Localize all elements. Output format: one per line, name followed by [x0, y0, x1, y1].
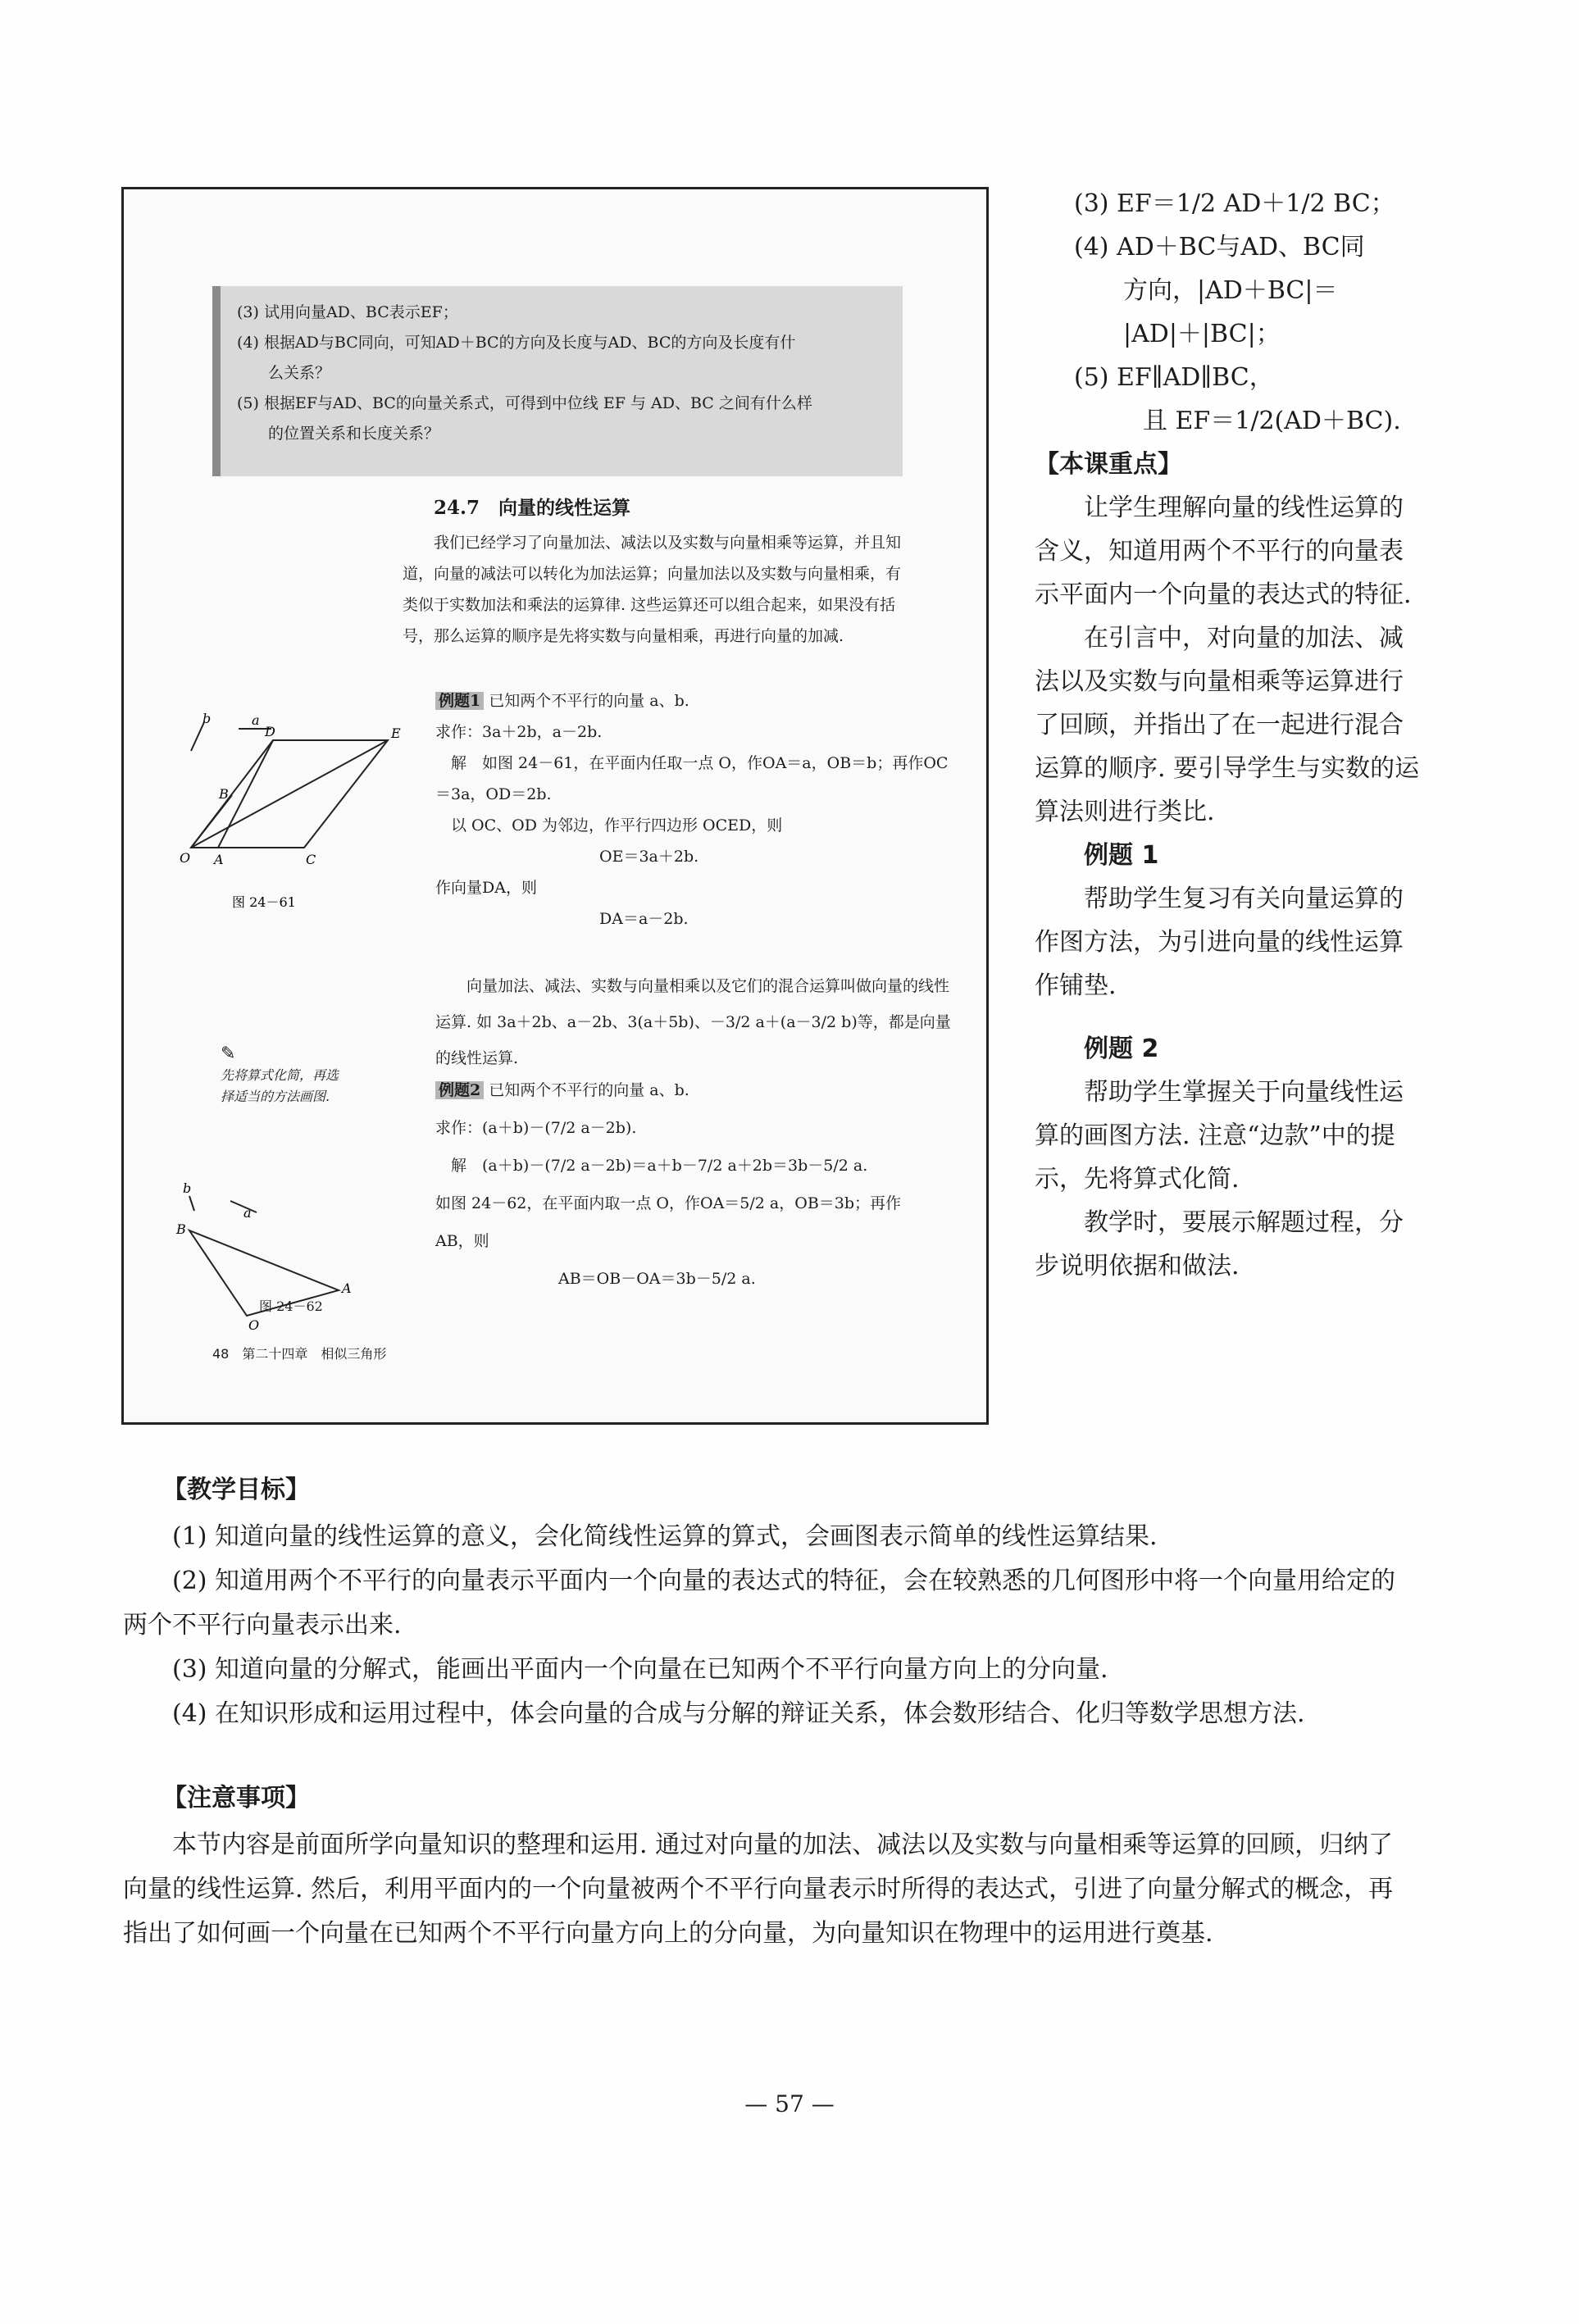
example2-task: 求作：(a＋b)－(7/2 a－2b). — [435, 1119, 637, 1137]
section-title: 24.7 向量的线性运算 — [434, 497, 631, 519]
margin-tip — [221, 1044, 344, 1107]
review-q4a: (4) 根据AD与BC同向，可知AD＋BC的方向及长度与AD、BC的方向及长度有什 — [237, 334, 796, 352]
answer-4c: |AD|＋|BC|； — [1123, 320, 1281, 348]
margin-tip-text: 先将算式化简，再选择适当的方法画图. — [221, 1067, 339, 1104]
answer-3: (3) EF＝1/2 AD＋1/2 BC； — [1074, 189, 1395, 218]
key-points-title: 【本课重点】 — [1035, 450, 1182, 479]
goal-4: (4) 在知识形成和运用过程中，体会向量的合成与分解的辩证关系，体会数形结合、化归等数学思想方法. — [172, 1699, 1305, 1728]
example1-eq2: DA＝a－2b. — [599, 910, 689, 928]
fig2-label-a: a — [243, 1205, 252, 1221]
bottom-notes — [123, 1466, 1407, 1956]
example1-tag: 例题1 — [435, 692, 484, 710]
goal-3: (3) 知道向量的分解式，能画出平面内一个向量在已知两个不平行向量方向上的分向量. — [172, 1655, 1108, 1684]
fig2-label-A: A — [342, 1280, 352, 1296]
fig1-label-O: O — [180, 850, 191, 866]
example2-block — [435, 1071, 960, 1298]
vector-b-given — [191, 722, 204, 751]
note-example1-title: 例题 1 — [1084, 841, 1159, 870]
fig1-label-B: B — [219, 786, 229, 802]
intro-paragraph: 我们已经学习了向量加法、减法以及实数与向量相乘等运算，并且知道，向量的减法可以转化为加法运算；向量加法以及实数与向量相乘，有类似于实数加法和乘法的运算律. 这些运算还可以组合起来，如果没有括号，那么运算的顺序是先将实数与向量相乘，再进行向量的加减. — [403, 534, 902, 645]
answer-5a: (5) EF∥AD∥BC， — [1074, 363, 1274, 392]
review-q3: (3) 试用向量AD、BC表示EF； — [237, 303, 458, 321]
review-q5a: (5) 根据EF与AD、BC的向量关系式，可得到中位线 EF 与 AD、BC 之间有什么样 — [237, 394, 812, 412]
note-example2-title: 例题 2 — [1084, 1035, 1159, 1063]
scan-page-footer: 48 第二十四章 相似三角形 — [212, 1346, 387, 1362]
fig2-caption: 图 24－62 — [259, 1298, 323, 1314]
note-example2-text: 帮助学生掌握关于向量线性运算的画图方法. 注意“边款”中的提示，先将算式化简. — [1035, 1078, 1404, 1194]
teaching-goals-title: 【教学目标】 — [162, 1476, 310, 1504]
vector-OB — [191, 795, 232, 848]
fig1-caption: 图 24－61 — [232, 894, 296, 910]
example2-solution-3: AB，则 — [435, 1232, 489, 1250]
notes-paragraph: 本节内容是前面所学向量知识的整理和运用. 通过对向量的加法、减法以及实数与向量相乘等运算的回顾，归纳了向量的线性运算. 然后，利用平面内的一个向量被两个不平行向量表示时所得的表达式，引进了向量分解式的概念，再指出了如何画一个向量在已知两个不平行向量方向上的分向量，为向量知识在物理中的运用进行奠基. — [123, 1831, 1394, 1948]
example2-solution-2: 如图 24－62，在平面内取一点 O，作OA＝5/2 a，OB＝3b；再作 — [435, 1194, 902, 1212]
key-points-para-2: 在引言中，对向量的加法、减法以及实数与向量相乘等运算进行了回顾，并指出了在一起进行混合运算的顺序. 要引导学生与实数的运算法则进行类比. — [1035, 624, 1420, 826]
fig1-label-C: C — [306, 852, 316, 867]
vector-b-small — [189, 1196, 194, 1211]
answer-5b: 且 EF＝1/2(AD＋BC). — [1143, 407, 1401, 435]
fig2-label-b: b — [183, 1180, 192, 1196]
fig1-label-E: E — [391, 725, 401, 741]
note-example2-text-2: 教学时，要展示解题过程，分步说明依据和做法. — [1035, 1208, 1404, 1280]
tip-icon: ✎ — [221, 1044, 236, 1064]
example2-stem: 已知两个不平行的向量 a、b. — [489, 1081, 689, 1099]
note-example1-text: 帮助学生复习有关向量运算的作图方法，为引进向量的线性运算作铺垫. — [1035, 885, 1404, 1000]
example1-solution-2: 以 OC、OD 为邻边，作平行四边形 OCED，则 — [451, 816, 783, 835]
linear-operation-definition: 向量加法、减法、实数与向量相乘以及它们的混合运算叫做向量的线性运算. 如 3a＋2b、a－2b、3(a＋5b)、－3/2 a＋(a－3/2 b)等，都是向量的线性运算. — [435, 977, 951, 1067]
fig1-label-b: b — [202, 711, 212, 726]
fig2-label-O: O — [248, 1317, 260, 1331]
goal-2: (2) 知道用两个不平行的向量表示平面内一个向量的表达式的特征，会在较熟悉的几何图形中将一个向量用给定的两个不平行向量表示出来. — [123, 1567, 1396, 1640]
answer-4a: (4) AD＋BC与AD、BC同 — [1074, 233, 1365, 262]
example1-eq1: OE＝3a＋2b. — [599, 848, 699, 866]
answer-4b: 方向，|AD＋BC|＝ — [1123, 276, 1338, 305]
example1-task: 求作：3a＋2b，a－2b. — [435, 723, 603, 741]
example1-block — [435, 685, 960, 935]
page-number: — 57 — — [744, 2090, 835, 2117]
example2-eq: AB＝OB－OA＝3b－5/2 a. — [558, 1270, 756, 1288]
fig1-label-D: D — [265, 724, 275, 739]
example2-tag: 例题2 — [435, 1081, 484, 1099]
fig2-label-B: B — [176, 1221, 186, 1237]
fig1-label-a: a — [252, 712, 260, 728]
example1-stem: 已知两个不平行的向量 a、b. — [489, 692, 689, 710]
review-questions-box — [212, 286, 903, 476]
key-points-para-1: 让学生理解向量的线性运算的含义，知道用两个不平行的向量表示平面内一个向量的表达式的特征. — [1035, 493, 1412, 609]
example2-solution-1: 解 (a＋b)－(7/2 a－2b)＝a＋b－7/2 a＋2b＝3b－5/2 a. — [451, 1157, 868, 1175]
goal-1: (1) 知道向量的线性运算的意义，会化简线性运算的算式，会画图表示简单的线性运算结果. — [172, 1522, 1158, 1551]
review-q4b: 么关系？ — [268, 364, 331, 382]
fig1-label-A: A — [214, 852, 224, 867]
review-q5b: 的位置关系和长度关系？ — [268, 425, 440, 443]
textbook-page-image — [121, 187, 989, 1425]
example1-solution-3: 作向量DA，则 — [435, 879, 537, 897]
right-column-notes — [1035, 182, 1420, 1288]
example1-solution-1: 解 如图 24－61，在平面内任取一点 O，作OA＝a，OB＝b；再作OC＝3a，OD＝2b. — [435, 754, 949, 803]
figure-24-61 — [173, 702, 419, 911]
notes-title: 【注意事项】 — [162, 1784, 310, 1812]
